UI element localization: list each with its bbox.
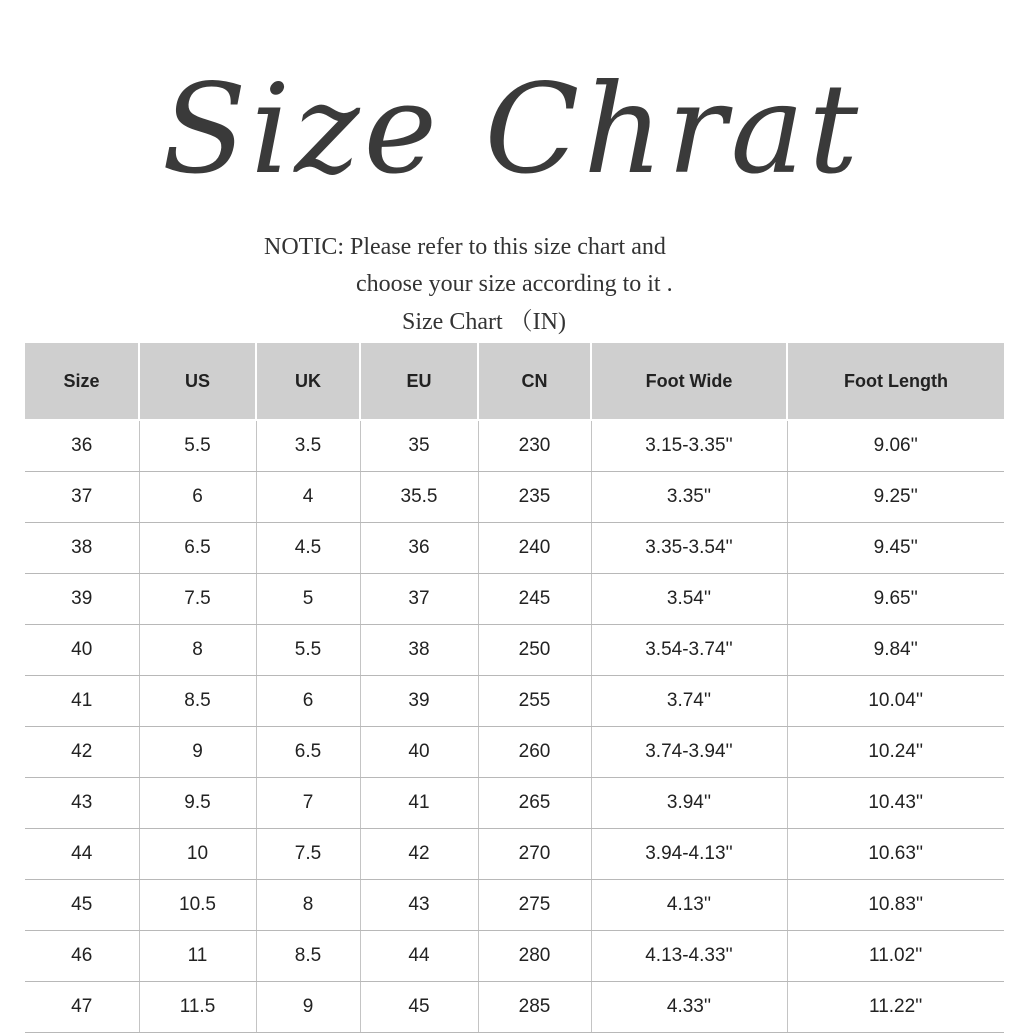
- table-body: [25, 419, 1004, 1033]
- cell-size: 38: [25, 523, 139, 574]
- cell-size: 42: [25, 727, 139, 778]
- notice-line-1: NOTIC: Please refer to this size chart and: [264, 234, 666, 260]
- column-header-us: US: [139, 343, 256, 419]
- cell-uk: 5: [256, 574, 360, 625]
- size-table: [25, 343, 1004, 1033]
- cell-eu: 44: [360, 931, 478, 982]
- cell-eu: 42: [360, 829, 478, 880]
- cell-uk: 6.5: [256, 727, 360, 778]
- cell-cn: 265: [478, 778, 591, 829]
- cell-cn: 270: [478, 829, 591, 880]
- cell-us: 9: [139, 727, 256, 778]
- cell-eu: 35: [360, 421, 478, 472]
- table-row: [25, 778, 1004, 829]
- cell-uk: 8: [256, 880, 360, 931]
- cell-uk: 5.5: [256, 625, 360, 676]
- cell-foot-wide: 4.13-4.33'': [591, 931, 787, 982]
- cell-foot-length: 9.25'': [787, 472, 1004, 523]
- cell-uk: 3.5: [256, 421, 360, 472]
- cell-foot-length: 11.02'': [787, 931, 1004, 982]
- cell-eu: 41: [360, 778, 478, 829]
- cell-eu: 38: [360, 625, 478, 676]
- cell-foot-wide: 3.35'': [591, 472, 787, 523]
- cell-uk: 4: [256, 472, 360, 523]
- cell-size: 47: [25, 982, 139, 1033]
- cell-foot-length: 10.04'': [787, 676, 1004, 727]
- table-row: [25, 829, 1004, 880]
- cell-us: 8.5: [139, 676, 256, 727]
- notice-line-2: choose your size according to it .: [356, 271, 673, 297]
- cell-us: 7.5: [139, 574, 256, 625]
- cell-foot-wide: 4.33'': [591, 982, 787, 1033]
- cell-eu: 37: [360, 574, 478, 625]
- cell-cn: 280: [478, 931, 591, 982]
- cell-uk: 7.5: [256, 829, 360, 880]
- table-row: [25, 625, 1004, 676]
- cell-foot-wide: 3.94'': [591, 778, 787, 829]
- cell-us: 11.5: [139, 982, 256, 1033]
- cell-eu: 40: [360, 727, 478, 778]
- cell-foot-wide: 3.74-3.94'': [591, 727, 787, 778]
- column-header-size: Size: [25, 343, 139, 419]
- cell-cn: 240: [478, 523, 591, 574]
- table-header-row: [25, 343, 1004, 419]
- table-row: [25, 982, 1004, 1033]
- table-row: [25, 574, 1004, 625]
- cell-us: 6: [139, 472, 256, 523]
- cell-size: 41: [25, 676, 139, 727]
- cell-foot-length: 10.83'': [787, 880, 1004, 931]
- cell-uk: 8.5: [256, 931, 360, 982]
- column-header-cn: CN: [478, 343, 591, 419]
- column-header-eu: EU: [360, 343, 478, 419]
- cell-cn: 235: [478, 472, 591, 523]
- cell-size: 44: [25, 829, 139, 880]
- table-row: [25, 931, 1004, 982]
- cell-foot-wide: 3.54-3.74'': [591, 625, 787, 676]
- cell-foot-wide: 3.74'': [591, 676, 787, 727]
- cell-us: 6.5: [139, 523, 256, 574]
- table-row: [25, 472, 1004, 523]
- cell-cn: 255: [478, 676, 591, 727]
- cell-uk: 6: [256, 676, 360, 727]
- cell-size: 36: [25, 421, 139, 472]
- cell-us: 11: [139, 931, 256, 982]
- cell-us: 8: [139, 625, 256, 676]
- cell-eu: 43: [360, 880, 478, 931]
- table-row: [25, 421, 1004, 472]
- cell-size: 37: [25, 472, 139, 523]
- cell-foot-wide: 4.13'': [591, 880, 787, 931]
- cell-uk: 9: [256, 982, 360, 1033]
- table-row: [25, 727, 1004, 778]
- cell-foot-length: 10.24'': [787, 727, 1004, 778]
- column-header-uk: UK: [256, 343, 360, 419]
- cell-foot-wide: 3.54'': [591, 574, 787, 625]
- cell-us: 5.5: [139, 421, 256, 472]
- cell-cn: 260: [478, 727, 591, 778]
- cell-foot-length: 10.63'': [787, 829, 1004, 880]
- cell-size: 40: [25, 625, 139, 676]
- cell-us: 10: [139, 829, 256, 880]
- cell-foot-length: 10.43'': [787, 778, 1004, 829]
- size-table-container: [25, 343, 1004, 1033]
- cell-foot-wide: 3.35-3.54'': [591, 523, 787, 574]
- cell-foot-length: 9.84'': [787, 625, 1004, 676]
- cell-eu: 45: [360, 982, 478, 1033]
- cell-us: 9.5: [139, 778, 256, 829]
- cell-cn: 285: [478, 982, 591, 1033]
- table-row: [25, 523, 1004, 574]
- cell-eu: 36: [360, 523, 478, 574]
- cell-size: 46: [25, 931, 139, 982]
- cell-cn: 275: [478, 880, 591, 931]
- cell-us: 10.5: [139, 880, 256, 931]
- cell-eu: 39: [360, 676, 478, 727]
- column-header-foot-wide: Foot Wide: [591, 343, 787, 419]
- cell-foot-wide: 3.94-4.13'': [591, 829, 787, 880]
- cell-foot-wide: 3.15-3.35'': [591, 421, 787, 472]
- cell-cn: 245: [478, 574, 591, 625]
- chart-unit-label: Size Chart （IN): [402, 309, 566, 335]
- cell-foot-length: 11.22'': [787, 982, 1004, 1033]
- cell-uk: 7: [256, 778, 360, 829]
- cell-foot-length: 9.45'': [787, 523, 1004, 574]
- cell-foot-length: 9.65'': [787, 574, 1004, 625]
- cell-size: 45: [25, 880, 139, 931]
- cell-cn: 250: [478, 625, 591, 676]
- table-row: [25, 676, 1004, 727]
- cell-size: 39: [25, 574, 139, 625]
- page-title: Size Chrat: [161, 58, 863, 202]
- cell-uk: 4.5: [256, 523, 360, 574]
- cell-foot-length: 9.06'': [787, 421, 1004, 472]
- cell-eu: 35.5: [360, 472, 478, 523]
- cell-cn: 230: [478, 421, 591, 472]
- cell-size: 43: [25, 778, 139, 829]
- column-header-foot-length: Foot Length: [787, 343, 1004, 419]
- table-row: [25, 880, 1004, 931]
